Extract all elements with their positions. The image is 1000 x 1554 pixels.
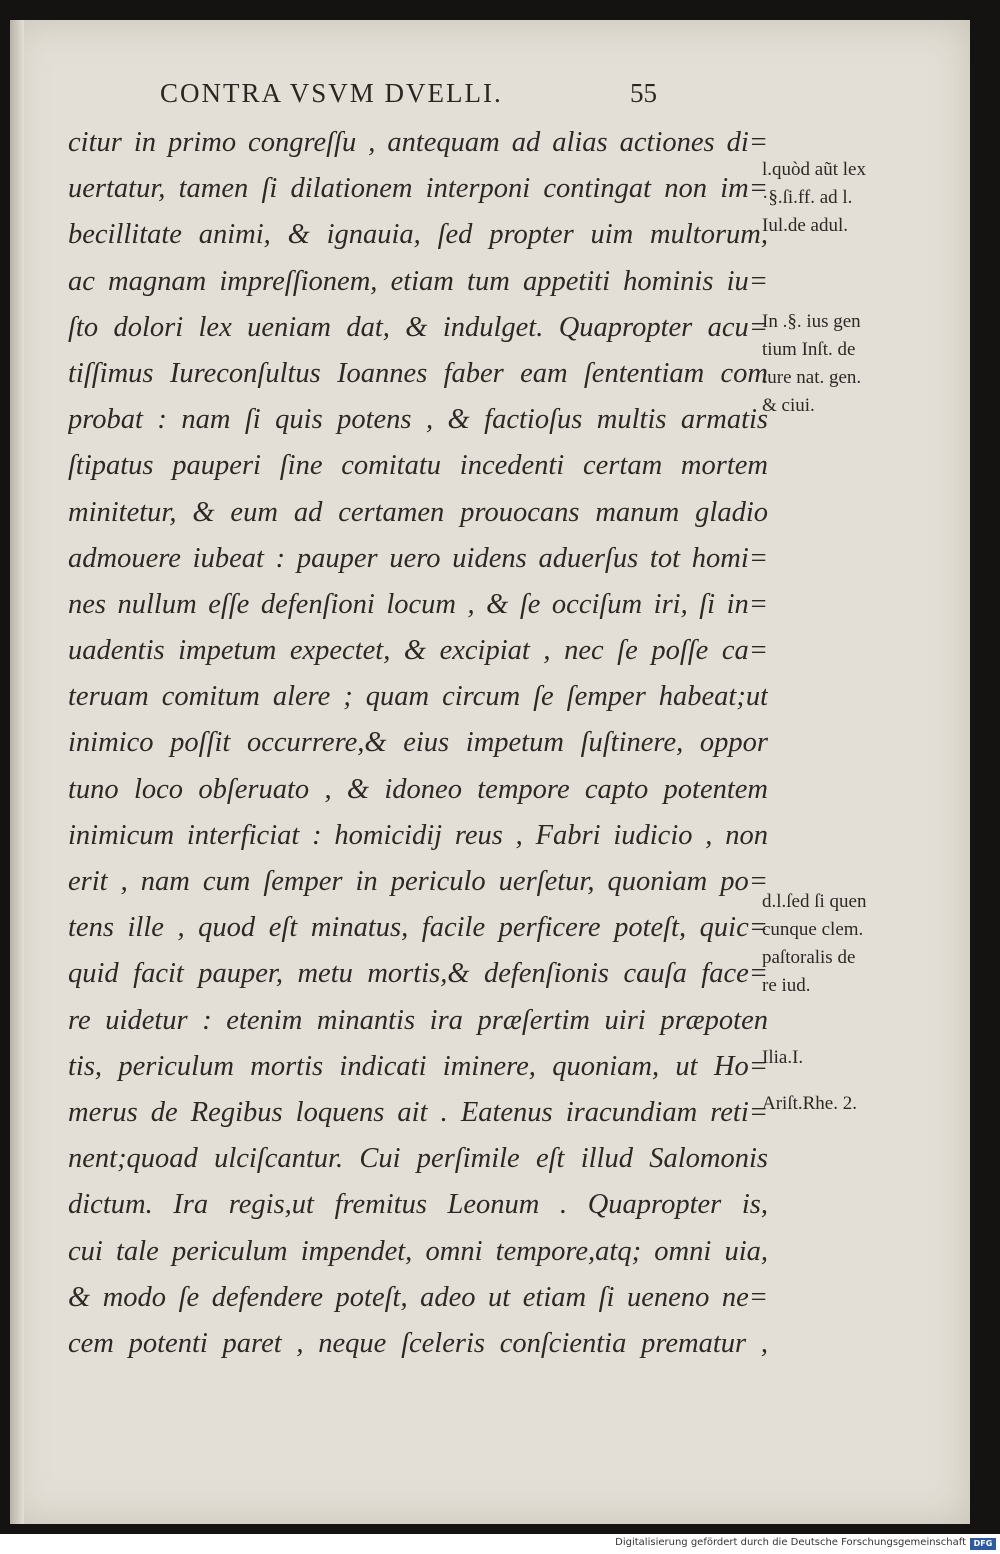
text-line: uadentis impetum expectet, & excipiat , nec ſe poſſe ca=	[68, 635, 768, 667]
text-line: cui tale periculum impendet, omni tempore,atq; omni uia,	[68, 1235, 768, 1267]
margin-note	[762, 1044, 972, 1072]
book-page	[10, 20, 970, 1524]
text-line: minitetur, & eum ad certamen prouocans manum gladio	[68, 496, 768, 528]
margin-note-line: iure nat. gen.	[762, 367, 862, 388]
margin-note-line: In .§. ius gen	[762, 311, 861, 332]
text-line: uertatur, tamen ſi dilationem interponi contingat non im=	[68, 173, 768, 205]
margin-note-line: Iul.de adul.	[762, 215, 849, 236]
margin-note-line: paſtoralis de	[762, 947, 856, 968]
funding-credit: Digitalisierung gefördert durch die Deutsche Forschungsgemeinschaft	[615, 1537, 966, 1548]
text-line: tiſſimus Iureconſultus Ioannes faber eam ſententiam com	[68, 357, 768, 389]
text-line: tuno loco obſeruato , & idoneo tempore capto potentem	[68, 773, 768, 805]
text-line: probat : nam ſi quis potens , & factioſus multis armatis	[68, 404, 768, 436]
margin-note-line: & ciui.	[762, 395, 815, 416]
text-line: nes nullum eſſe defenſioni locum , & ſe occiſum iri, ſi in=	[68, 588, 768, 620]
text-line: inimicum interficiat : homicidij reus , Fabri iudicio , non	[68, 819, 768, 851]
text-line: cem potenti paret , neque ſceleris conſcientia prematur ,	[68, 1327, 768, 1359]
text-line: admouere iubeat : pauper uero uidens aduerſus tot homi=	[68, 542, 768, 574]
text-line: re uidetur : etenim minantis ira præſertim uiri præpoten	[68, 1004, 768, 1036]
margin-note	[762, 156, 972, 240]
text-line: nent;quoad ulciſcantur. Cui perſimile eſt illud Salomonis	[68, 1143, 768, 1175]
text-line: dictum. Ira regis,ut fremitus Leonum . Quapropter is,	[68, 1189, 768, 1221]
margin-note	[762, 1090, 972, 1118]
text-line: tis, periculum mortis indicati iminere, quoniam, ut Ho=	[68, 1050, 768, 1082]
body-text	[68, 120, 768, 1367]
text-line: erit , nam cum ſemper in periculo uerſetur, quoniam po=	[68, 866, 768, 897]
text-line: merus de Regibus loquens ait . Eatenus iracundiam reti=	[68, 1096, 768, 1128]
text-line: citur in primo congreſſu , antequam ad alias actiones di=	[68, 127, 768, 158]
text-line: & modo ſe defendere poteſt, adeo ut etiam ſi ueneno ne=	[68, 1281, 768, 1313]
margin-note-line: ·§.ſi.ff. ad l.	[762, 187, 853, 208]
text-line: inimico poſſit occurrere,& eius impetum ſuſtinere, oppor	[68, 727, 768, 759]
page-gutter-shadow	[10, 20, 24, 1524]
text-line: quid facit pauper, metu mortis,& defenſionis cauſa face=	[68, 958, 768, 990]
margin-note-line: l.quòd aũt lex	[762, 159, 866, 180]
footer-bar	[0, 1534, 1000, 1554]
margin-note	[762, 888, 972, 1000]
text-line: ac magnam impreſſionem, etiam tum appetiti hominis iu=	[68, 265, 768, 297]
text-line: becillitate animi, & ignauia, ſed propter uim multorum,	[68, 219, 768, 251]
margin-note-line: Ilia.I.	[762, 1047, 804, 1068]
margin-note-line: d.l.ſed ſi quen	[762, 891, 867, 912]
margin-note-line: cunque clem.	[762, 919, 864, 940]
text-line: ſtipatus pauperi ſine comitatu incedenti certam mortem	[68, 450, 768, 482]
running-head: CONTRA VSVM DVELLI.	[160, 78, 503, 108]
margin-note-line: tium Inſt. de	[762, 339, 856, 360]
text-line: teruam comitum alere ; quam circum ſe ſemper habeat;ut	[68, 681, 768, 713]
text-line: ſto dolori lex ueniam dat, & indulget. Quapropter acu=	[68, 311, 768, 343]
page-number: 55	[630, 78, 657, 108]
margin-note-line: re iud.	[762, 975, 811, 996]
margin-note	[762, 308, 972, 420]
margin-note-line: Ariſt.Rhe. 2.	[762, 1093, 857, 1114]
dfg-logo-icon: DFG	[970, 1538, 996, 1550]
text-line: tens ille , quod eſt minatus, facile perficere poteſt, quic=	[68, 912, 768, 944]
